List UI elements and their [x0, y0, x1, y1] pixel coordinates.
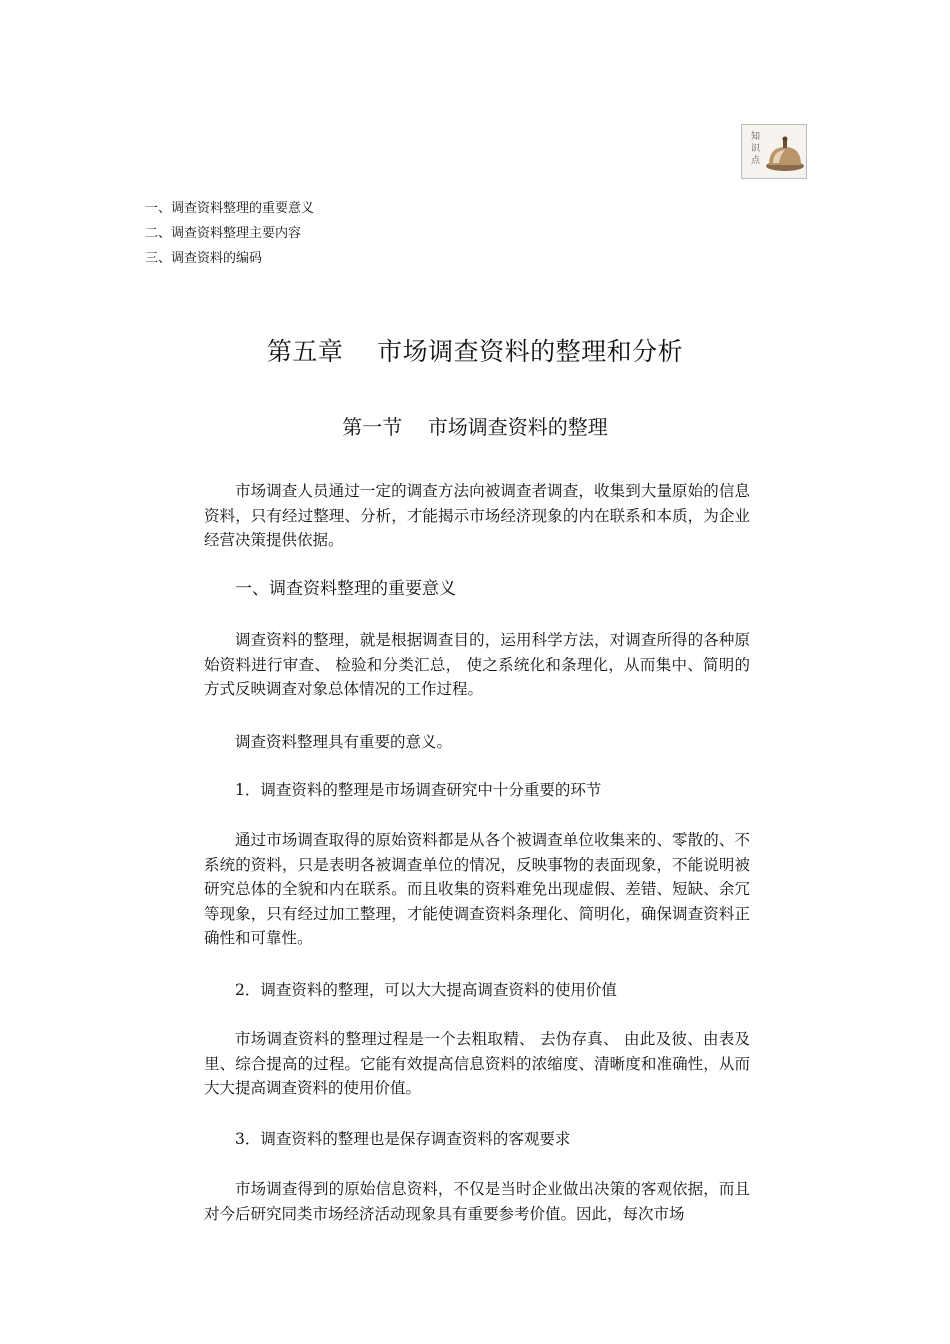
- intro-paragraph: 市场调查人员通过一定的调查方法向被调查者调查，收集到大量原始的信息资料，只有经过整理、分析，才能揭示市场经济现象的内在联系和本质，为企业经营决策提供依据。: [204, 482, 750, 549]
- heading-significance: 一、调查资料整理的重要意义: [235, 579, 456, 599]
- service-bell-icon: [742, 125, 806, 178]
- section-title: 第一节 市场调查资料的整理: [342, 415, 608, 439]
- knowledge-point-logo: [741, 124, 807, 179]
- point-2-title: 2．调查资料的整理，可以大大提高调查资料的使用价值: [235, 981, 617, 999]
- toc-item: 二、调查资料整理主要内容: [145, 226, 302, 241]
- point-3-title: 3．调查资料的整理也是保存调查资料的客观要求: [235, 1130, 571, 1148]
- definition-paragraph: 调查资料的整理，就是根据调查目的，运用科学方法，对调查所得的各种原始资料进行审查、 检验和分类汇总， 使之系统化和条理化，从而集中、简明的方式反映调查对象总体情况的工作过程。: [204, 631, 750, 698]
- point-1-body: 通过市场调查取得的原始资料都是从各个被调查单位收集来的、零散的、不系统的资料，只是表明各被调查单位的情况，反映事物的表面现象，不能说明被研究总体的全貌和内在联系。而且收集的资料难免出现虚假、差错、短缺、余冗等现象，只有经过加工整理，才能使调查资料条理化、简明化，确保调查资料正确性和可靠性。: [204, 831, 750, 947]
- logo-char-2: 识: [751, 144, 761, 154]
- point-1-title: 1．调查资料的整理是市场调查研究中十分重要的环节: [235, 781, 602, 799]
- toc-item: 三、调查资料的编码: [145, 251, 263, 266]
- point-3-body: 市场调查得到的原始信息资料，不仅是当时企业做出决策的客观依据，而且对今后研究同类市场经济活动现象具有重要参考价值。因此，每次市场: [204, 1180, 750, 1223]
- significance-paragraph: 调查资料整理具有重要的意义。: [235, 733, 453, 751]
- logo-char-1: 知: [751, 132, 761, 142]
- point-2-body: 市场调查资料的整理过程是一个去粗取精、 去伪存真、 由此及彼、由表及里、综合提高的过程。它能有效提高信息资料的浓缩度、清晰度和准确性，从而大大提高调查资料的使用价值。: [204, 1030, 750, 1097]
- chapter-title: 第五章 市场调查资料的整理和分析: [266, 337, 684, 366]
- logo-char-3: 点: [751, 156, 761, 166]
- table-of-contents: [145, 196, 314, 271]
- toc-item: 一、调查资料整理的重要意义: [145, 201, 315, 216]
